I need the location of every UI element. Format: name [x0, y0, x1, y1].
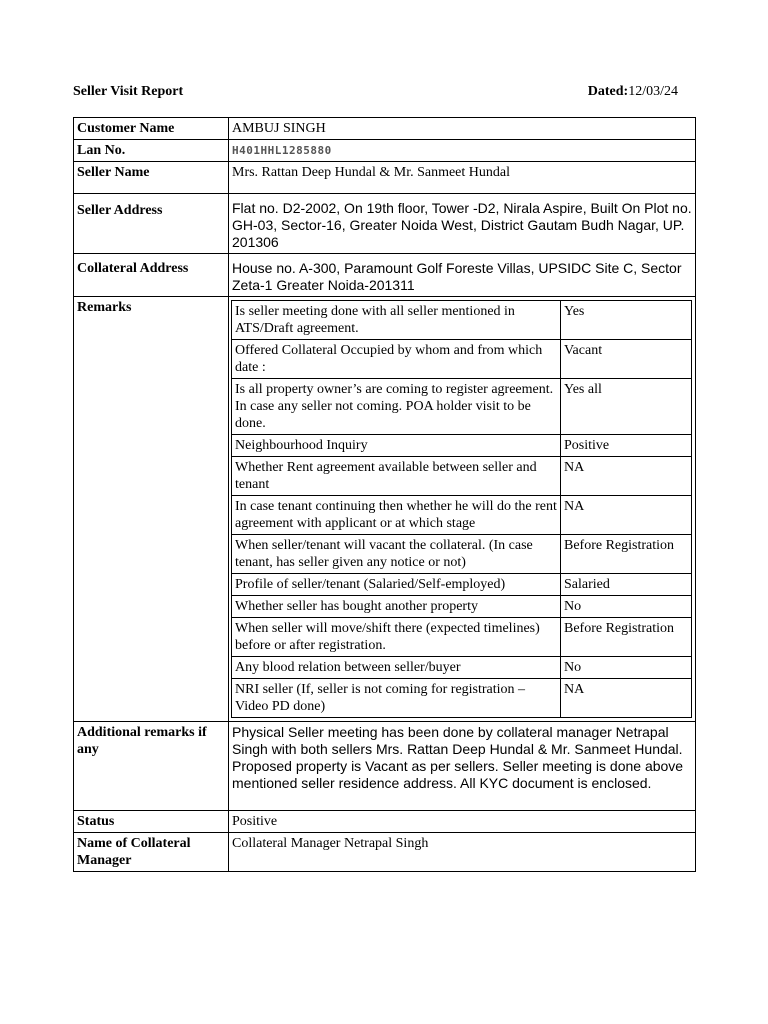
- remarks-table: [231, 300, 692, 718]
- remarks-row: [232, 435, 692, 457]
- row-remarks: [74, 297, 696, 722]
- remarks-row: [232, 301, 692, 340]
- seller-name-value: Mrs. Rattan Deep Hundal & Mr. Sanmeet Hundal: [229, 162, 696, 194]
- lan-no-cell: [229, 140, 696, 162]
- lan-no-value: H401HHL1285880: [232, 144, 332, 157]
- seller-address-value: Flat no. D2-2002, On 19th floor, Tower -D2, Nirala Aspire, Built On Plot no. GH-03, Sector-16, Greater Noida West, District Gautam Budh Nagar, UP. 201306: [229, 194, 696, 254]
- remarks-row: [232, 457, 692, 496]
- status-value: Positive: [229, 811, 696, 833]
- report-header: [73, 84, 678, 104]
- dated-label: Dated:: [587, 84, 629, 99]
- row-lan-no: [74, 140, 696, 162]
- remarks-row: [232, 618, 692, 657]
- additional-remarks-label: Additional remarks if any: [74, 722, 229, 811]
- row-additional-remarks: [74, 722, 696, 811]
- remarks-question: In case tenant continuing then whether he will do the rent agreement with applicant or at which stage: [232, 496, 561, 535]
- remarks-answer: No: [561, 657, 692, 679]
- remarks-row: [232, 574, 692, 596]
- remarks-cell: [229, 297, 696, 722]
- seller-address-label: Seller Address: [74, 194, 229, 254]
- lan-no-label: Lan No.: [74, 140, 229, 162]
- row-collateral-address: [74, 254, 696, 297]
- row-status: [74, 811, 696, 833]
- remarks-question: Whether Rent agreement available between seller and tenant: [232, 457, 561, 496]
- customer-name-value: AMBUJ SINGH: [229, 118, 696, 140]
- remarks-answer: Before Registration: [561, 618, 692, 657]
- remarks-question: Is all property owner’s are coming to register agreement. In case any seller not coming. POA holder visit to be done.: [232, 379, 561, 435]
- remarks-label: Remarks: [74, 297, 229, 722]
- report-date: [588, 84, 678, 100]
- remarks-row: [232, 596, 692, 618]
- row-seller-name: [74, 162, 696, 194]
- additional-remarks-value: Physical Seller meeting has been done by collateral manager Netrapal Singh with both sellers Mrs. Rattan Deep Hundal & Mr. Sanmeet Hundal. Proposed property is Vacant as per sellers. Seller meeting is done above mentioned seller residence address. All KYC document is enclosed.: [229, 722, 696, 811]
- remarks-row: [232, 679, 692, 718]
- customer-name-label: Customer Name: [74, 118, 229, 140]
- remarks-question: Any blood relation between seller/buyer: [232, 657, 561, 679]
- row-seller-address: [74, 194, 696, 254]
- remarks-question: Whether seller has bought another property: [232, 596, 561, 618]
- remarks-answer: NA: [561, 496, 692, 535]
- remarks-answer: Yes: [561, 301, 692, 340]
- remarks-answer: Yes all: [561, 379, 692, 435]
- remarks-answer: Positive: [561, 435, 692, 457]
- remarks-answer: No: [561, 596, 692, 618]
- collateral-manager-value: Collateral Manager Netrapal Singh: [229, 833, 696, 872]
- remarks-question: Is seller meeting done with all seller mentioned in ATS/Draft agreement.: [232, 301, 561, 340]
- remarks-question: Neighbourhood Inquiry: [232, 435, 561, 457]
- remarks-row: [232, 379, 692, 435]
- remarks-body: [232, 301, 692, 718]
- status-label: Status: [74, 811, 229, 833]
- seller-name-label: Seller Name: [74, 162, 229, 194]
- collateral-address-value: House no. A-300, Paramount Golf Foreste Villas, UPSIDC Site C, Sector Zeta-1 Greater Noida-201311: [229, 254, 696, 297]
- remarks-question: Offered Collateral Occupied by whom and from which date :: [232, 340, 561, 379]
- remarks-question: NRI seller (If, seller is not coming for registration – Video PD done): [232, 679, 561, 718]
- seller-visit-table: [73, 117, 696, 872]
- remarks-row: [232, 496, 692, 535]
- remarks-row: [232, 657, 692, 679]
- remarks-answer: Salaried: [561, 574, 692, 596]
- remarks-answer: NA: [561, 679, 692, 718]
- row-collateral-manager: [74, 833, 696, 872]
- remarks-row: [232, 535, 692, 574]
- remarks-answer: NA: [561, 457, 692, 496]
- row-customer-name: [74, 118, 696, 140]
- remarks-answer: Vacant: [561, 340, 692, 379]
- report-title: Seller Visit Report: [73, 84, 184, 99]
- dated-value: 12/03/24: [628, 84, 678, 99]
- remarks-question: When seller/tenant will vacant the collateral. (In case tenant, has seller given any notice or not): [232, 535, 561, 574]
- collateral-manager-label: Name of Collateral Manager: [74, 833, 229, 872]
- collateral-address-label: Collateral Address: [74, 254, 229, 297]
- remarks-question: When seller will move/shift there (expected timelines) before or after registration.: [232, 618, 561, 657]
- remarks-row: [232, 340, 692, 379]
- remarks-question: Profile of seller/tenant (Salaried/Self-employed): [232, 574, 561, 596]
- remarks-answer: Before Registration: [561, 535, 692, 574]
